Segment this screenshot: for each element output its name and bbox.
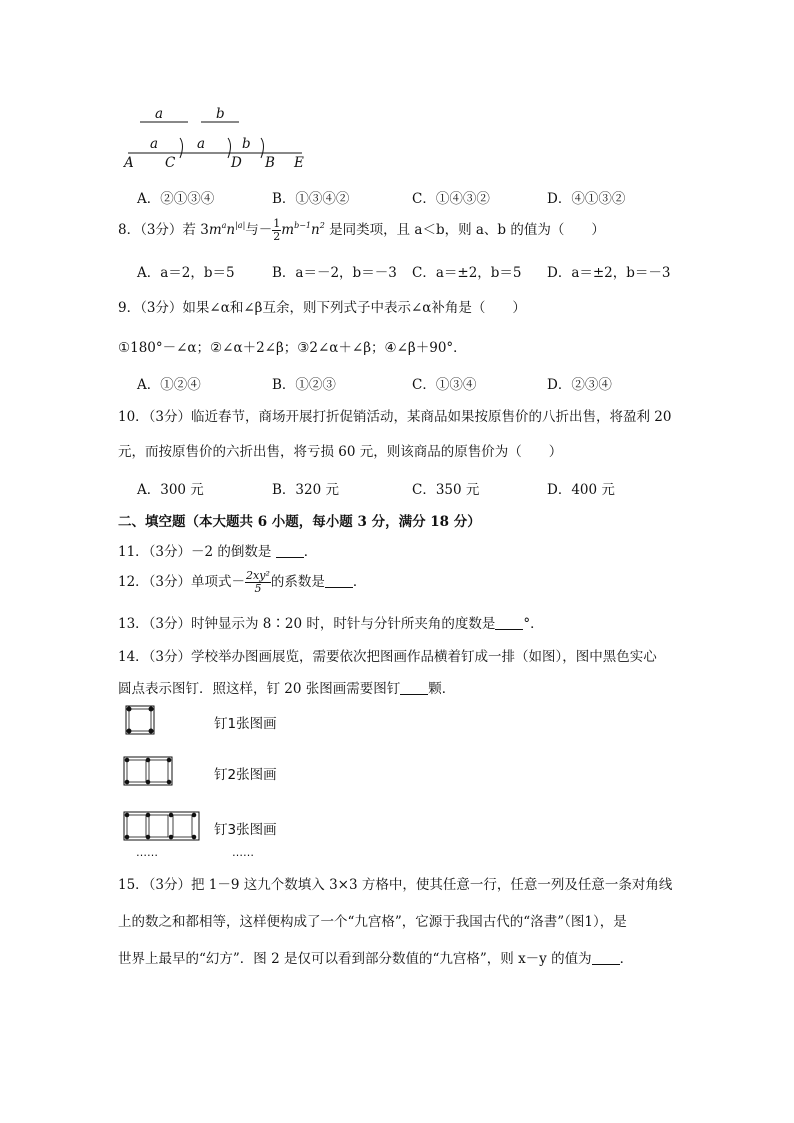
q10-option-c: C．350 元	[412, 482, 480, 498]
label-pin-2-pictures: 钉2张图画	[214, 767, 277, 783]
point-A: A	[124, 155, 134, 171]
q8-option-b: B．a＝－2，b＝－3	[272, 265, 397, 281]
q14-line1: 14．（3分）学校举办图画展览，需要依次把图画作品横着钉成一排（如图），图中黑色实心	[118, 649, 657, 665]
q14-line2	[118, 677, 455, 697]
label-top-a: a	[155, 106, 164, 122]
q8-n1-exp: |a|	[235, 221, 246, 230]
q8-n1: n	[226, 222, 236, 238]
q10-line2: 元，而按原售价的六折出售，将亏损 60 元，则该商品的原售价为（ ）	[118, 444, 563, 460]
q13-prefix: 13．（3分）时钟显示为 8∶20 时，时针与分针所夹角的度数是	[118, 616, 496, 632]
q13-stem	[118, 612, 544, 632]
q8-option-a: A．a＝2，b＝5	[137, 265, 235, 281]
q9-option-a: A．①②④	[137, 377, 201, 393]
q9-items: ①180°－∠α；②∠α＋2∠β；③2∠α＋∠β；④∠β＋90°．	[118, 340, 467, 356]
ellipsis-right: ……	[232, 846, 254, 859]
q8-m2-exp: b−1	[294, 221, 312, 230]
q14-answer-blank[interactable]	[400, 682, 428, 695]
q12-mid: 的系数是	[270, 574, 325, 590]
q15-line3-suffix: ．	[619, 951, 634, 967]
label-mid-b: b	[242, 136, 251, 152]
q10-line1: 10．（3分）临近春节，商场开展打折促销活动，某商品如果按原售价的八折出售，将盈利 20	[118, 409, 672, 425]
q8-n2: n	[311, 222, 320, 238]
q13-answer-blank[interactable]	[495, 617, 523, 630]
q8-mid: 与－	[245, 222, 273, 238]
label-pin-1-picture: 钉1张图画	[214, 716, 277, 732]
q12-frac-num: 2xy²	[246, 569, 270, 582]
label-mid-a1: a	[150, 136, 159, 152]
q8-n2-exp: 2	[319, 221, 325, 230]
point-E: E	[294, 155, 304, 171]
q15-line3	[118, 947, 633, 967]
q11-answer-blank[interactable]	[276, 545, 304, 558]
q12-fraction	[245, 570, 271, 595]
q7-option-b: B．①③④②	[272, 191, 350, 207]
q14-line2-suffix: 颗．	[428, 681, 456, 697]
q8-option-d: D．a＝±2，b＝－3	[547, 265, 671, 281]
q12-frac-den: 5	[254, 582, 262, 595]
section-fill-in-heading: 二、填空题（本大题共 6 小题，每小题 3 分，满分 18 分）	[118, 514, 481, 530]
q7-option-a: A．②①③④	[137, 191, 215, 207]
q9-option-d: D．②③④	[547, 377, 612, 393]
q15-line1: 15．（3分）把 1－9 这九个数填入 3×3 方格中，使其任意一行，任意一列及任意一条对角线	[118, 877, 673, 893]
q7-option-c: C．①④③②	[412, 191, 490, 207]
q8-frac-den: 2	[273, 230, 281, 243]
q12-stem	[118, 570, 366, 595]
q15-line2: 上的数之和都相等，这样便构成了一个“九宫格”，它源于我国古代的“洛書”（图1），是	[118, 914, 627, 930]
q8-prefix: 8．（3分）若 3	[118, 222, 209, 238]
q14-line2-prefix: 圆点表示图钉．照这样，钉 20 张图画需要图钉	[118, 681, 401, 697]
q11-prefix: 11．（3分）－2 的倒数是	[118, 544, 272, 560]
q9-option-c: C．①③④	[412, 377, 477, 393]
q8-option-c: C．a＝±2，b＝5	[412, 265, 522, 281]
label-mid-a2: a	[197, 136, 206, 152]
q12-suffix: ．	[352, 574, 367, 590]
q8-stem	[118, 218, 605, 243]
q10-option-b: B．320 元	[272, 482, 339, 498]
q7-option-d: D．④①③②	[547, 191, 626, 207]
q8-m1: m	[208, 222, 222, 238]
q8-m2: m	[281, 222, 295, 238]
q10-option-d: D．400 元	[547, 482, 615, 498]
q15-line3-prefix: 世界上最早的“幻方”．图 2 是仅可以看到部分数值的“九宫格”，则 x－y 的值为	[118, 951, 592, 967]
q10-option-a: A．300 元	[137, 482, 204, 498]
point-B: B	[265, 155, 275, 171]
q9-option-b: B．①②③	[272, 377, 336, 393]
point-D: D	[231, 155, 242, 171]
pinned-pictures-diagram	[118, 700, 208, 845]
ellipsis-left: ……	[136, 846, 158, 859]
q8-frac-num: 1	[273, 217, 281, 230]
q8-m1-exp: a	[221, 221, 227, 230]
point-C: C	[165, 155, 176, 171]
q9-stem: 9．（3分）如果∠α和∠β互余，则下列式子中表示∠α补角是（ ）	[118, 300, 526, 316]
q13-suffix: °．	[523, 616, 544, 632]
q8-fraction	[272, 218, 281, 243]
q12-prefix: 12．（3分）单项式－	[118, 574, 246, 590]
q15-answer-blank[interactable]	[592, 952, 620, 965]
q8-suffix: 是同类项，且 a＜b，则 a、b 的值为（ ）	[324, 222, 605, 238]
q12-answer-blank[interactable]	[325, 575, 353, 588]
q11-suffix: ．	[303, 544, 318, 560]
q11-stem	[118, 540, 317, 560]
label-top-b: b	[216, 106, 225, 122]
label-pin-3-pictures: 钉3张图画	[214, 822, 277, 838]
